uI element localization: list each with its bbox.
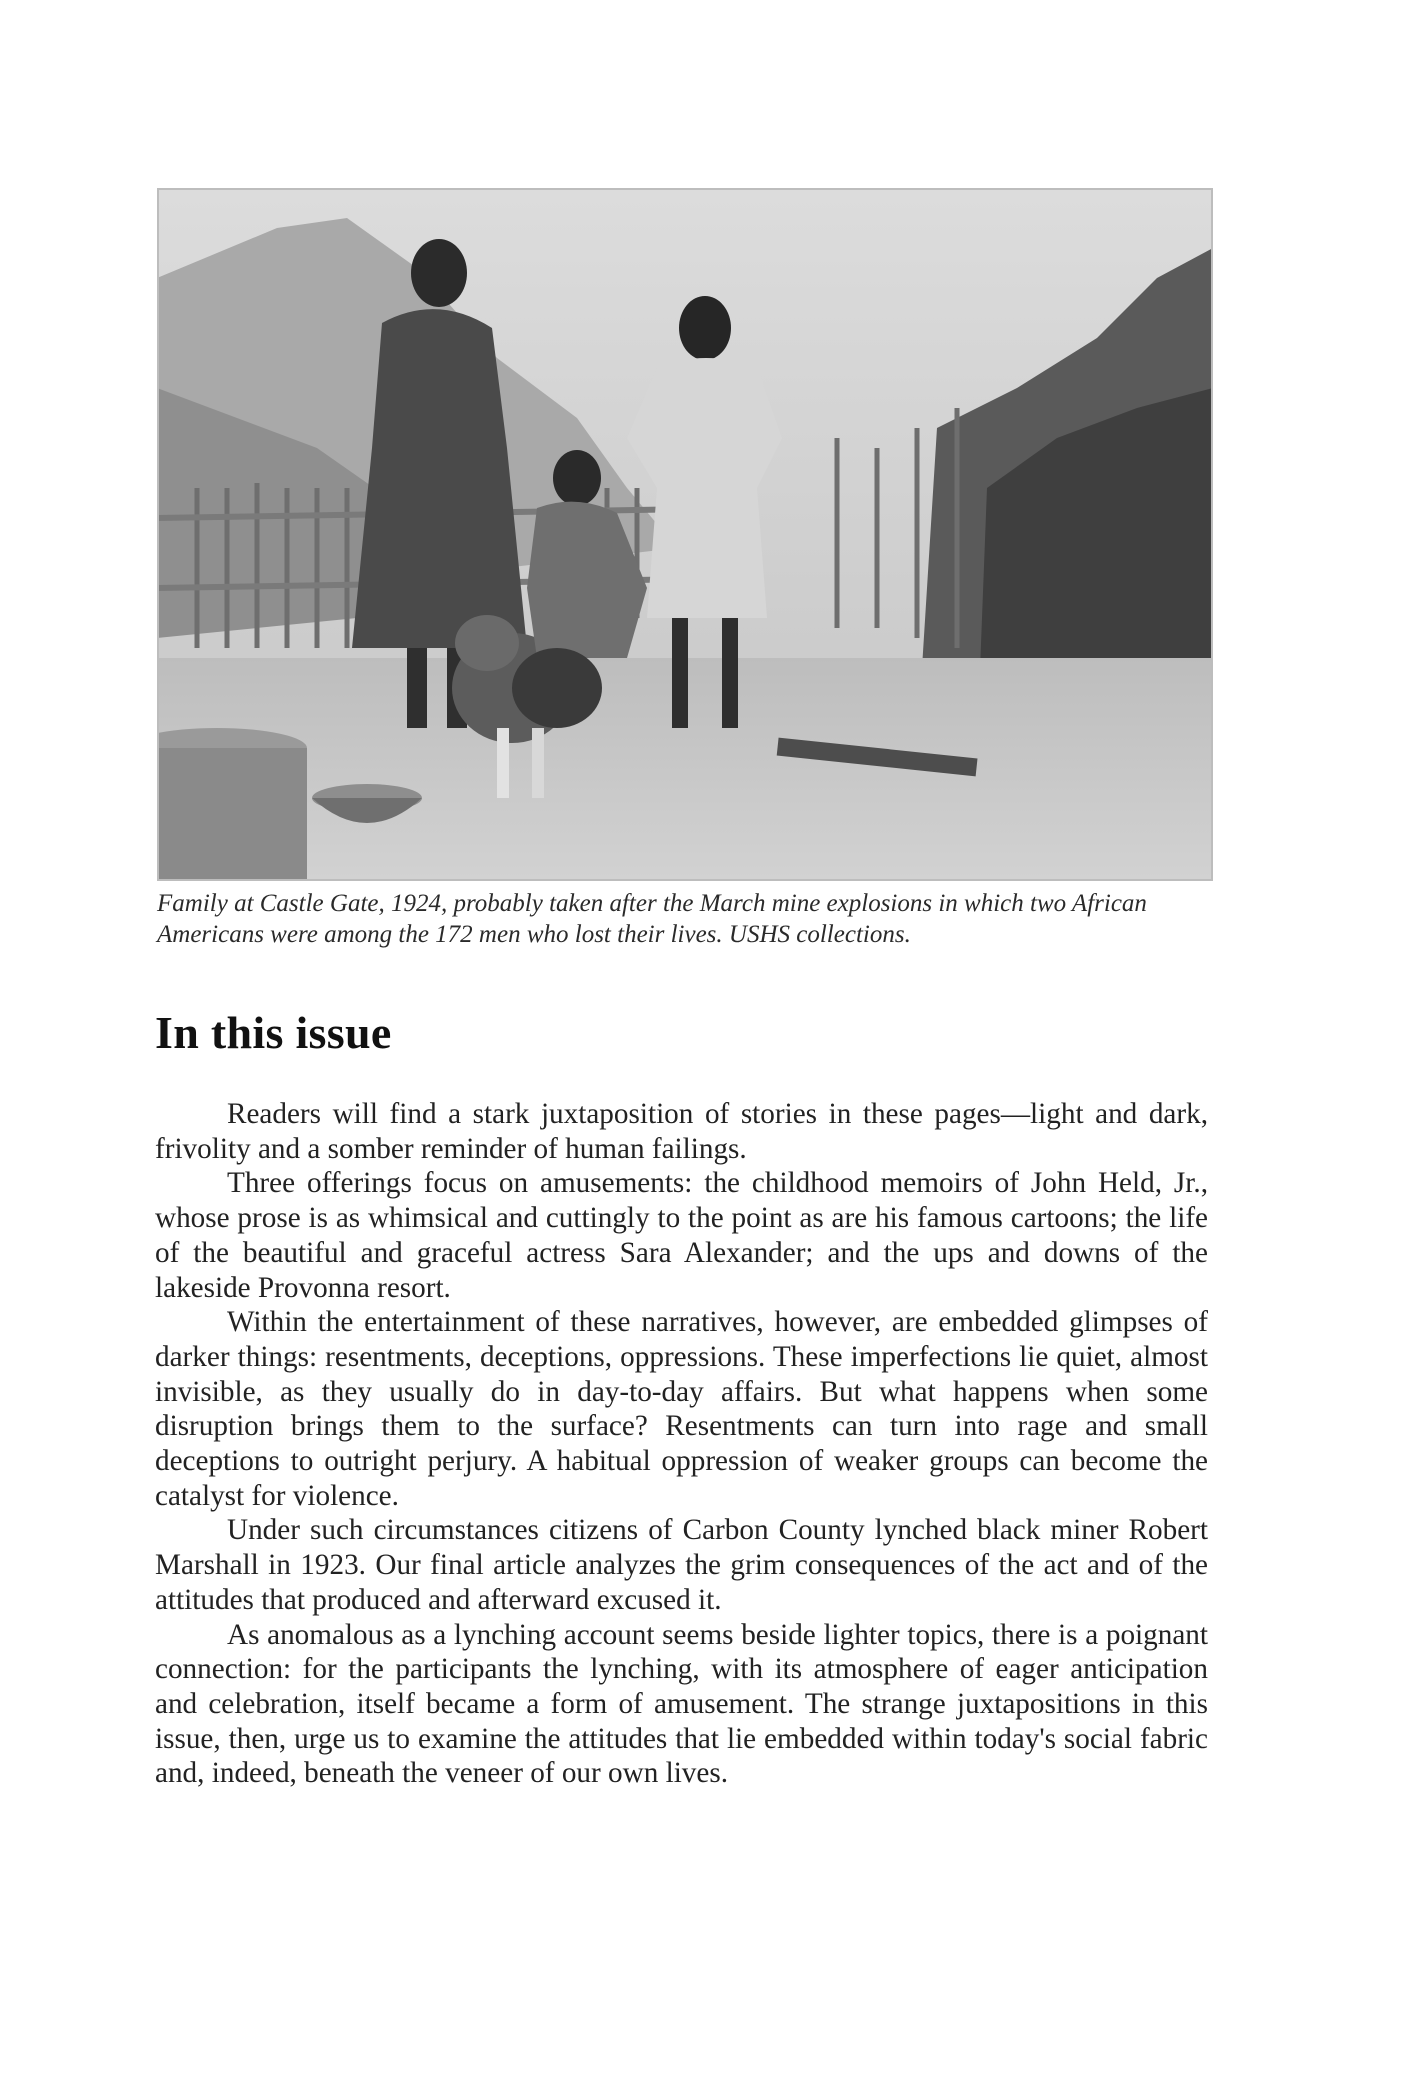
family-photograph — [157, 188, 1213, 881]
paragraph: Within the entertainment of these narratives, however, are embedded glimpses of darker things: resentments, deceptions, oppressions. These imperfections lie quiet, almost invisible, as they usually do in day-to-day affairs. But what happens when some disruption brings them to the surface? Resentments can turn into rage and small deceptions to outright perjury. A habitual oppression of weaker groups can become the catalyst for violence. — [155, 1306, 1208, 1512]
paragraph: Three offerings focus on amusements: the childhood memoirs of John Held, Jr., whose prose is as whimsical and cuttingly to the point as are his famous cartoons; the life of the beautiful and graceful actress Sara Alexander; and the ups and downs of the lakeside Provonna resort. — [155, 1167, 1208, 1304]
article-body — [155, 1097, 1208, 1791]
photograph-icon — [157, 188, 1213, 881]
photo-caption: Family at Castle Gate, 1924, probably taken after the March mine explosions in which two African Americans were among the 172 men who lost their lives. USHS collections. — [157, 890, 1147, 948]
paragraph: Readers will find a stark juxtaposition of stories in these pages—light and dark, frivolity and a somber reminder of human failings. — [155, 1098, 1208, 1165]
section-heading: In this issue — [155, 1007, 392, 1058]
paragraph: As anomalous as a lynching account seems beside lighter topics, there is a poignant connection: for the participants the lynching, with its atmosphere of eager anticipation and celebration, itself became a form of amusement. The strange juxtapositions in this issue, then, urge us to examine the attitudes that lie embedded within today's social fabric and, indeed, beneath the veneer of our own lives. — [155, 1618, 1208, 1790]
paragraph: Under such circumstances citizens of Carbon County lynched black miner Robert Marshall in 1923. Our final article analyzes the grim consequences of the act and of the attitudes that produced and afterward excused it. — [155, 1514, 1208, 1616]
